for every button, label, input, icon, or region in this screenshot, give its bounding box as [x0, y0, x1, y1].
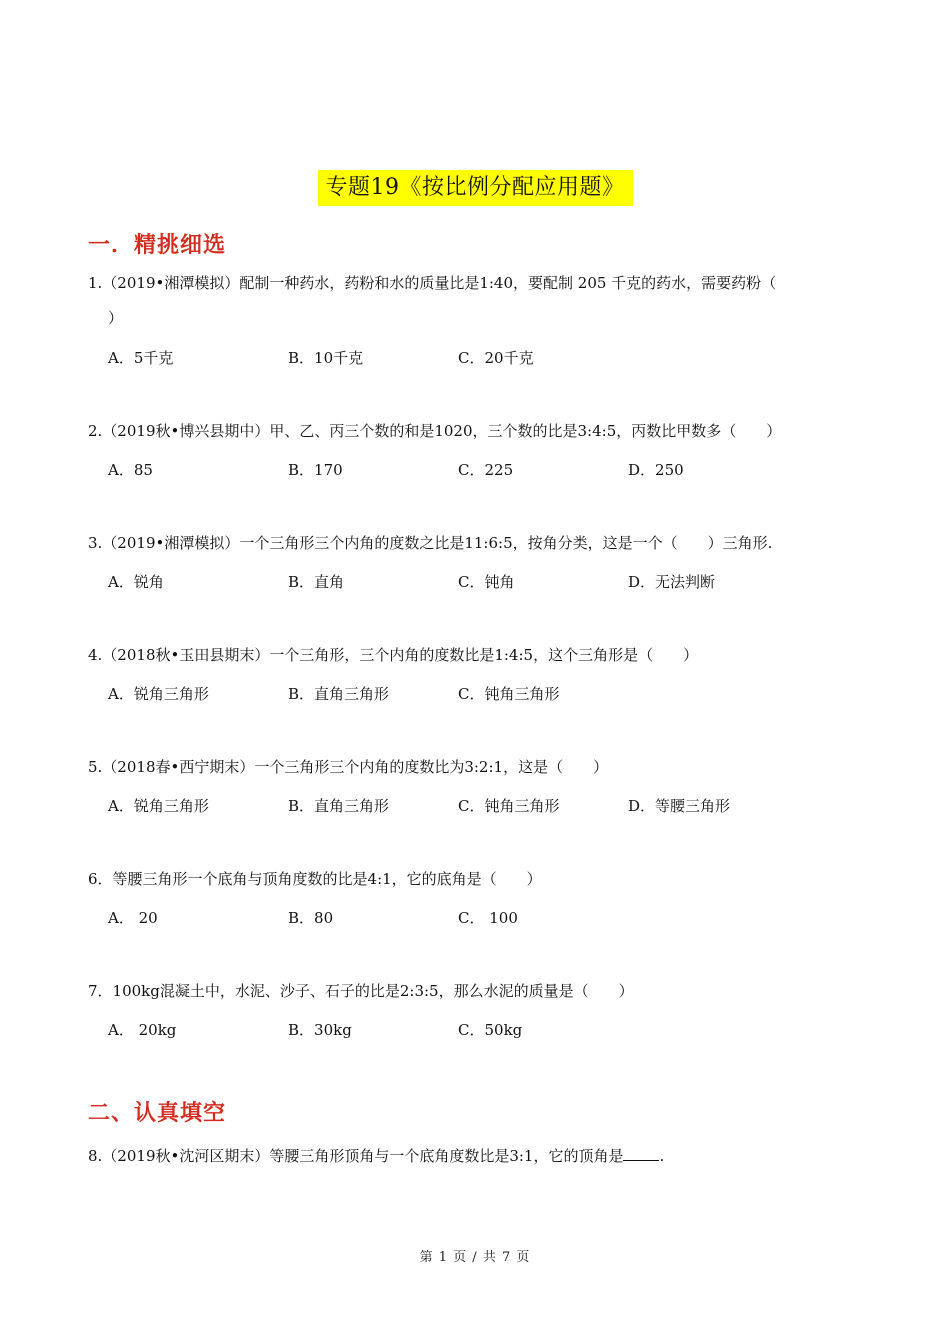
question-6-stem: 6．等腰三角形一个底角与顶角度数的比是4:1，它的底角是（ ） [88, 870, 542, 888]
page-title: 专题19《按比例分配应用题》 [318, 170, 633, 206]
option-b[interactable]: B．直角三角形 [288, 797, 390, 815]
question-1 [88, 272, 878, 329]
question-1-stem-cont: ） [108, 309, 124, 327]
option-b[interactable]: B．30kg [288, 1021, 352, 1039]
question-3-stem: 3.（2019•湘潭模拟）一个三角形三个内角的度数之比是11:6:5，按角分类，这是一个（ ）三角形. [88, 534, 773, 552]
option-d[interactable]: D．250 [628, 461, 684, 479]
answer-blank[interactable] [623, 1144, 659, 1161]
option-a[interactable]: A．锐角三角形 [108, 685, 209, 703]
question-7 [88, 980, 878, 1002]
question-4-stem: 4.（2018秋•玉田县期末）一个三角形，三个内角的度数比是1:4:5，这个三角形是（ ） [88, 646, 699, 664]
option-a[interactable]: A．锐角 [108, 573, 164, 591]
option-a[interactable]: A． 20 [108, 909, 158, 927]
question-8-stem: 8.（2019秋•沈河区期末）等腰三角形顶角与一个底角度数比是3:1，它的顶角是 [88, 1147, 624, 1165]
question-5 [88, 756, 878, 778]
question-2 [88, 420, 878, 442]
option-b[interactable]: B．10千克 [288, 349, 364, 367]
question-8 [88, 1144, 878, 1167]
option-a[interactable]: A．锐角三角形 [108, 797, 209, 815]
question-8-stem-end: . [659, 1147, 665, 1165]
question-3 [88, 532, 878, 554]
question-4 [88, 644, 878, 666]
option-b[interactable]: B．80 [288, 909, 334, 927]
section-heading-2: 二、认真填空 [88, 1101, 227, 1126]
question-6 [88, 868, 878, 890]
option-c[interactable]: C．钝角 [458, 573, 515, 591]
page-footer: 第 1 页 / 共 7 页 [419, 1250, 531, 1265]
option-a[interactable]: A． 20kg [108, 1021, 177, 1039]
option-c[interactable]: C． 100 [458, 909, 518, 927]
option-a[interactable]: A．85 [108, 461, 153, 479]
option-d[interactable]: D．无法判断 [628, 573, 716, 591]
option-c[interactable]: C．225 [458, 461, 514, 479]
option-b[interactable]: B．直角 [288, 573, 345, 591]
option-c[interactable]: C．钝角三角形 [458, 797, 560, 815]
option-c[interactable]: C．50kg [458, 1021, 523, 1039]
option-d[interactable]: D．等腰三角形 [628, 797, 731, 815]
option-c[interactable]: C．20千克 [458, 349, 534, 367]
option-b[interactable]: B．170 [288, 461, 343, 479]
question-5-stem: 5.（2018春•西宁期末）一个三角形三个内角的度数比为3:2:1，这是（ ） [88, 758, 609, 776]
option-c[interactable]: C．钝角三角形 [458, 685, 560, 703]
option-b[interactable]: B．直角三角形 [288, 685, 390, 703]
section-heading-1: 一．精挑细选 [88, 233, 227, 258]
title-wrap [0, 170, 950, 206]
question-2-stem: 2.（2019秋•博兴县期中）甲、乙、丙三个数的和是1020，三个数的比是3:4:5，丙数比甲数多（ ） [88, 422, 782, 440]
question-7-stem: 7．100kg混凝土中，水泥、沙子、石子的比是2:3:5，那么水泥的质量是（ ） [88, 982, 634, 1000]
question-1-stem: 1.（2019•湘潭模拟）配制一种药水，药粉和水的质量比是1:40，要配制 205 千克的药水，需要药粉（ [88, 274, 777, 292]
option-a[interactable]: A．5千克 [108, 349, 174, 367]
